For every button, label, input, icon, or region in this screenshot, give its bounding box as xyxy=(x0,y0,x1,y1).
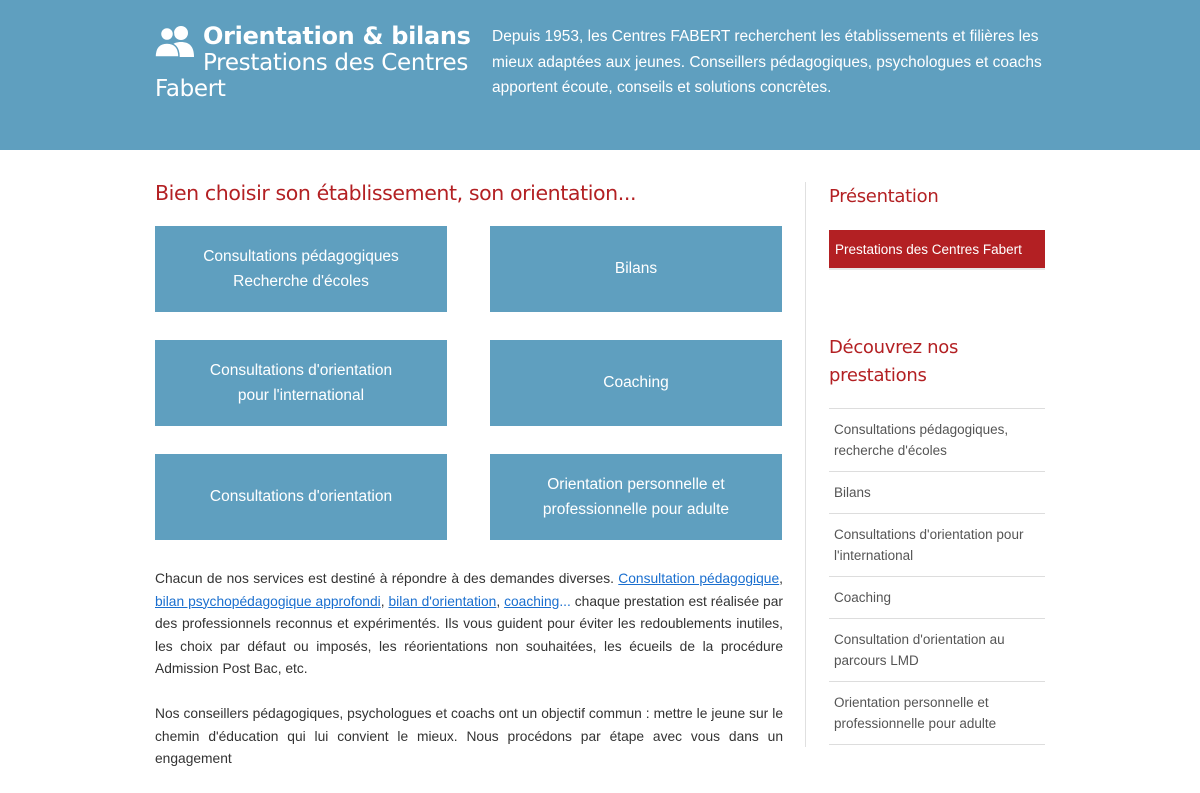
sidebar-item-coaching[interactable]: Coaching xyxy=(829,577,1045,619)
sidebar-item-orientation-international[interactable]: Consultations d'orientation pour l'international xyxy=(829,514,1045,577)
sidebar-item-consultations-pedagogiques[interactable]: Consultations pédagogiques, recherche d'écoles xyxy=(829,409,1045,472)
link-ellipsis[interactable]: ... xyxy=(559,593,571,609)
tile-line: Consultations d'orientation xyxy=(209,361,393,379)
tile-line: Bilans xyxy=(614,260,658,278)
paragraph-text: chaque prestation est réalisée par des professionnels reconnus et expérimentés. Ils vous guident pour éviter les redoublements inutiles, les choix par défaut ou imposés, les réorientations non souhaitées, les écueils de la procédure Admission Post Bac, etc. xyxy=(155,593,783,677)
tile-consultations-orientation[interactable] xyxy=(155,454,447,540)
site-title: Orientation & bilans xyxy=(203,22,471,50)
tile-label xyxy=(203,244,399,295)
tile-line: Recherche d'écoles xyxy=(233,273,369,290)
tile-line: Orientation personnelle et xyxy=(547,475,725,493)
link-bilan-orientation[interactable]: bilan d'orientation xyxy=(388,593,497,609)
separator: , xyxy=(779,571,783,586)
tile-label xyxy=(603,370,669,396)
page-heading: Bien choisir son établissement, son orientation... xyxy=(155,181,637,205)
header-intro: Depuis 1953, les Centres FABERT recherchent les établissements et filières les mieux adaptées aux jeunes. Conseillers pédagogiques, psychologues et coachs apportent écoute, conseils et solutions concrètes. xyxy=(492,28,1042,96)
paragraph-objective: Nos conseillers pédagogiques, psychologues et coachs ont un objectif commun : mettre le jeune sur le chemin d'éducation qui lui convient le mieux. Nous procédons par étape avec vous dans un engagement xyxy=(155,705,783,767)
body-text xyxy=(155,568,783,793)
tile-label xyxy=(210,484,392,510)
tile-line: Consultations d'orientation xyxy=(209,488,393,506)
tile-bilans[interactable] xyxy=(490,226,782,312)
sidebar-item-prestations-active[interactable]: Prestations des Centres Fabert xyxy=(829,230,1045,270)
link-bilan-psychopedagogique[interactable]: bilan psychopédagogique approfondi xyxy=(155,593,381,609)
separator: , xyxy=(496,593,505,609)
column-divider xyxy=(805,182,806,747)
sidebar-item-orientation-adulte[interactable]: Orientation personnelle et professionnelle pour adulte xyxy=(829,682,1045,745)
site-header xyxy=(0,0,1200,150)
link-coaching[interactable]: coaching xyxy=(504,593,560,609)
tile-line: Consultations pédagogiques xyxy=(203,247,399,265)
tile-line: pour l'international xyxy=(237,387,365,404)
separator: , xyxy=(380,593,389,609)
sidebar-prestations-list xyxy=(829,408,1045,745)
sidebar-item-bilans[interactable]: Bilans xyxy=(829,472,1045,514)
tile-orientation-adulte[interactable] xyxy=(490,454,782,540)
tile-label xyxy=(543,472,729,523)
paragraph-services xyxy=(155,568,783,681)
tile-line: Coaching xyxy=(603,374,669,392)
tile-coaching[interactable] xyxy=(490,340,782,426)
link-consultation-pedagogique[interactable]: Consultation pédagogique xyxy=(618,571,780,586)
tile-consultations-pedagogiques[interactable] xyxy=(155,226,447,312)
site-subtitle: Prestations des Centres Fabert xyxy=(155,50,469,102)
tile-label xyxy=(210,358,392,409)
tile-orientation-international[interactable] xyxy=(155,340,447,426)
sidebar-item-orientation-lmd[interactable]: Consultation d'orientation au parcours LMD xyxy=(829,619,1045,682)
sidebar-heading-presentation: Présentation xyxy=(829,186,939,207)
paragraph-text: Chacun de nos services est destiné à répondre à des demandes diverses. xyxy=(155,571,619,586)
main-content xyxy=(155,178,783,767)
sidebar-heading-prestations: Découvrez nos prestations xyxy=(829,337,959,386)
tile-line: professionnelle pour adulte xyxy=(542,501,730,518)
tile-label xyxy=(615,256,657,282)
